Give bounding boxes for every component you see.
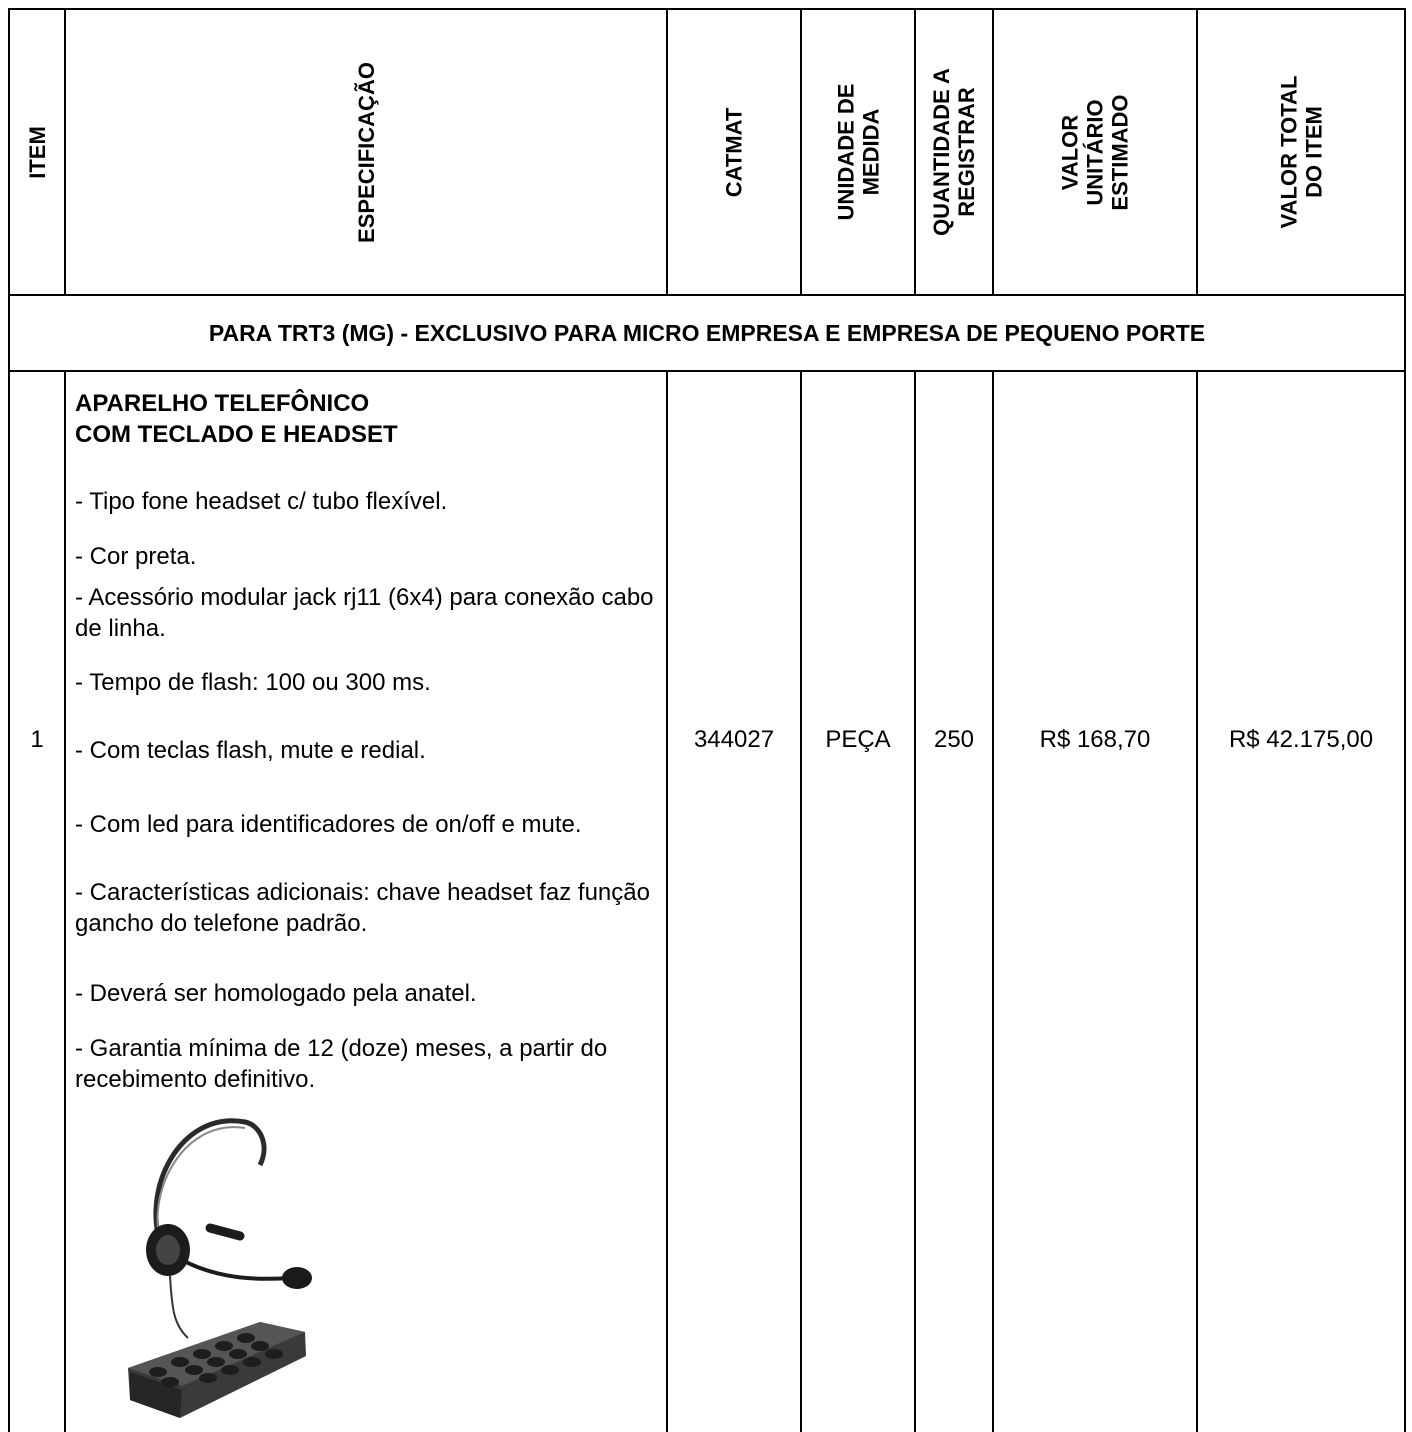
header-especificacao — [66, 10, 666, 294]
spec-bullet: - Garantia mínima de 12 (doze) meses, a partir do recebimento definitivo. — [75, 1035, 608, 1093]
section-banner: PARA TRT3 (MG) - EXCLUSIVO PARA MICRO EMPRESA E EMPRESA DE PEQUENO PORTE — [208, 319, 1206, 346]
spec-bullet: - Deverá ser homologado pela anatel. — [75, 980, 477, 1007]
col-divider — [914, 370, 916, 1432]
spec-bullet: - Acessório modular jack rj11 (6x4) para conexão cabo de linha. — [75, 584, 654, 642]
cell-catmat: 344027 — [693, 726, 775, 753]
header-catmat — [668, 10, 800, 294]
header-item — [10, 10, 64, 294]
cell-valor-total: R$ 42.175,00 — [1228, 726, 1374, 753]
col-divider — [992, 370, 994, 1432]
header-valor-unitario-label: VALOR UNITÁRIO ESTIMADO — [1057, 93, 1133, 211]
header-quantidade-label: QUANTIDADE A REGISTRAR — [929, 68, 980, 236]
col-divider — [64, 370, 66, 1432]
col-divider — [666, 370, 668, 1432]
spec-bullet: - Tipo fone headset c/ tubo flexível. — [75, 488, 448, 515]
cell-item: 1 — [30, 726, 44, 753]
header-valor-unitario — [994, 10, 1196, 294]
headset-phone-image — [110, 1100, 320, 1420]
spec-bullet: - Características adicionais: chave headset faz função gancho do telefone padrão. — [75, 879, 650, 937]
header-item-label: ITEM — [24, 125, 50, 179]
spec-bullet: - Com teclas flash, mute e redial. — [75, 737, 426, 764]
header-especificacao-label: ESPECIFICAÇÃO — [353, 61, 379, 243]
cell-unidade: PEÇA — [825, 726, 891, 753]
header-valor-total-label: VALOR TOTAL DO ITEM — [1275, 75, 1326, 229]
header-unidade — [802, 10, 914, 294]
col-divider — [1196, 370, 1198, 1432]
header-catmat-label: CATMAT — [721, 107, 747, 197]
col-divider — [800, 370, 802, 1432]
header-valor-total — [1198, 10, 1404, 294]
spec-bullet: - Com led para identificadores de on/off e mute. — [75, 811, 582, 838]
product-title-line2: COM TECLADO E HEADSET — [75, 421, 398, 448]
spec-bullet: - Cor preta. — [75, 543, 197, 570]
spec-bullet: - Tempo de flash: 100 ou 300 ms. — [75, 669, 431, 696]
cell-quantidade: 250 — [933, 726, 975, 753]
product-title-line1: APARELHO TELEFÔNICO — [75, 390, 370, 417]
table-right-border — [1404, 8, 1406, 1432]
header-unidade-label: UNIDADE DE MEDIDA — [833, 83, 883, 221]
cell-valor-unitario: R$ 168,70 — [1039, 726, 1151, 753]
header-quantidade — [916, 10, 992, 294]
